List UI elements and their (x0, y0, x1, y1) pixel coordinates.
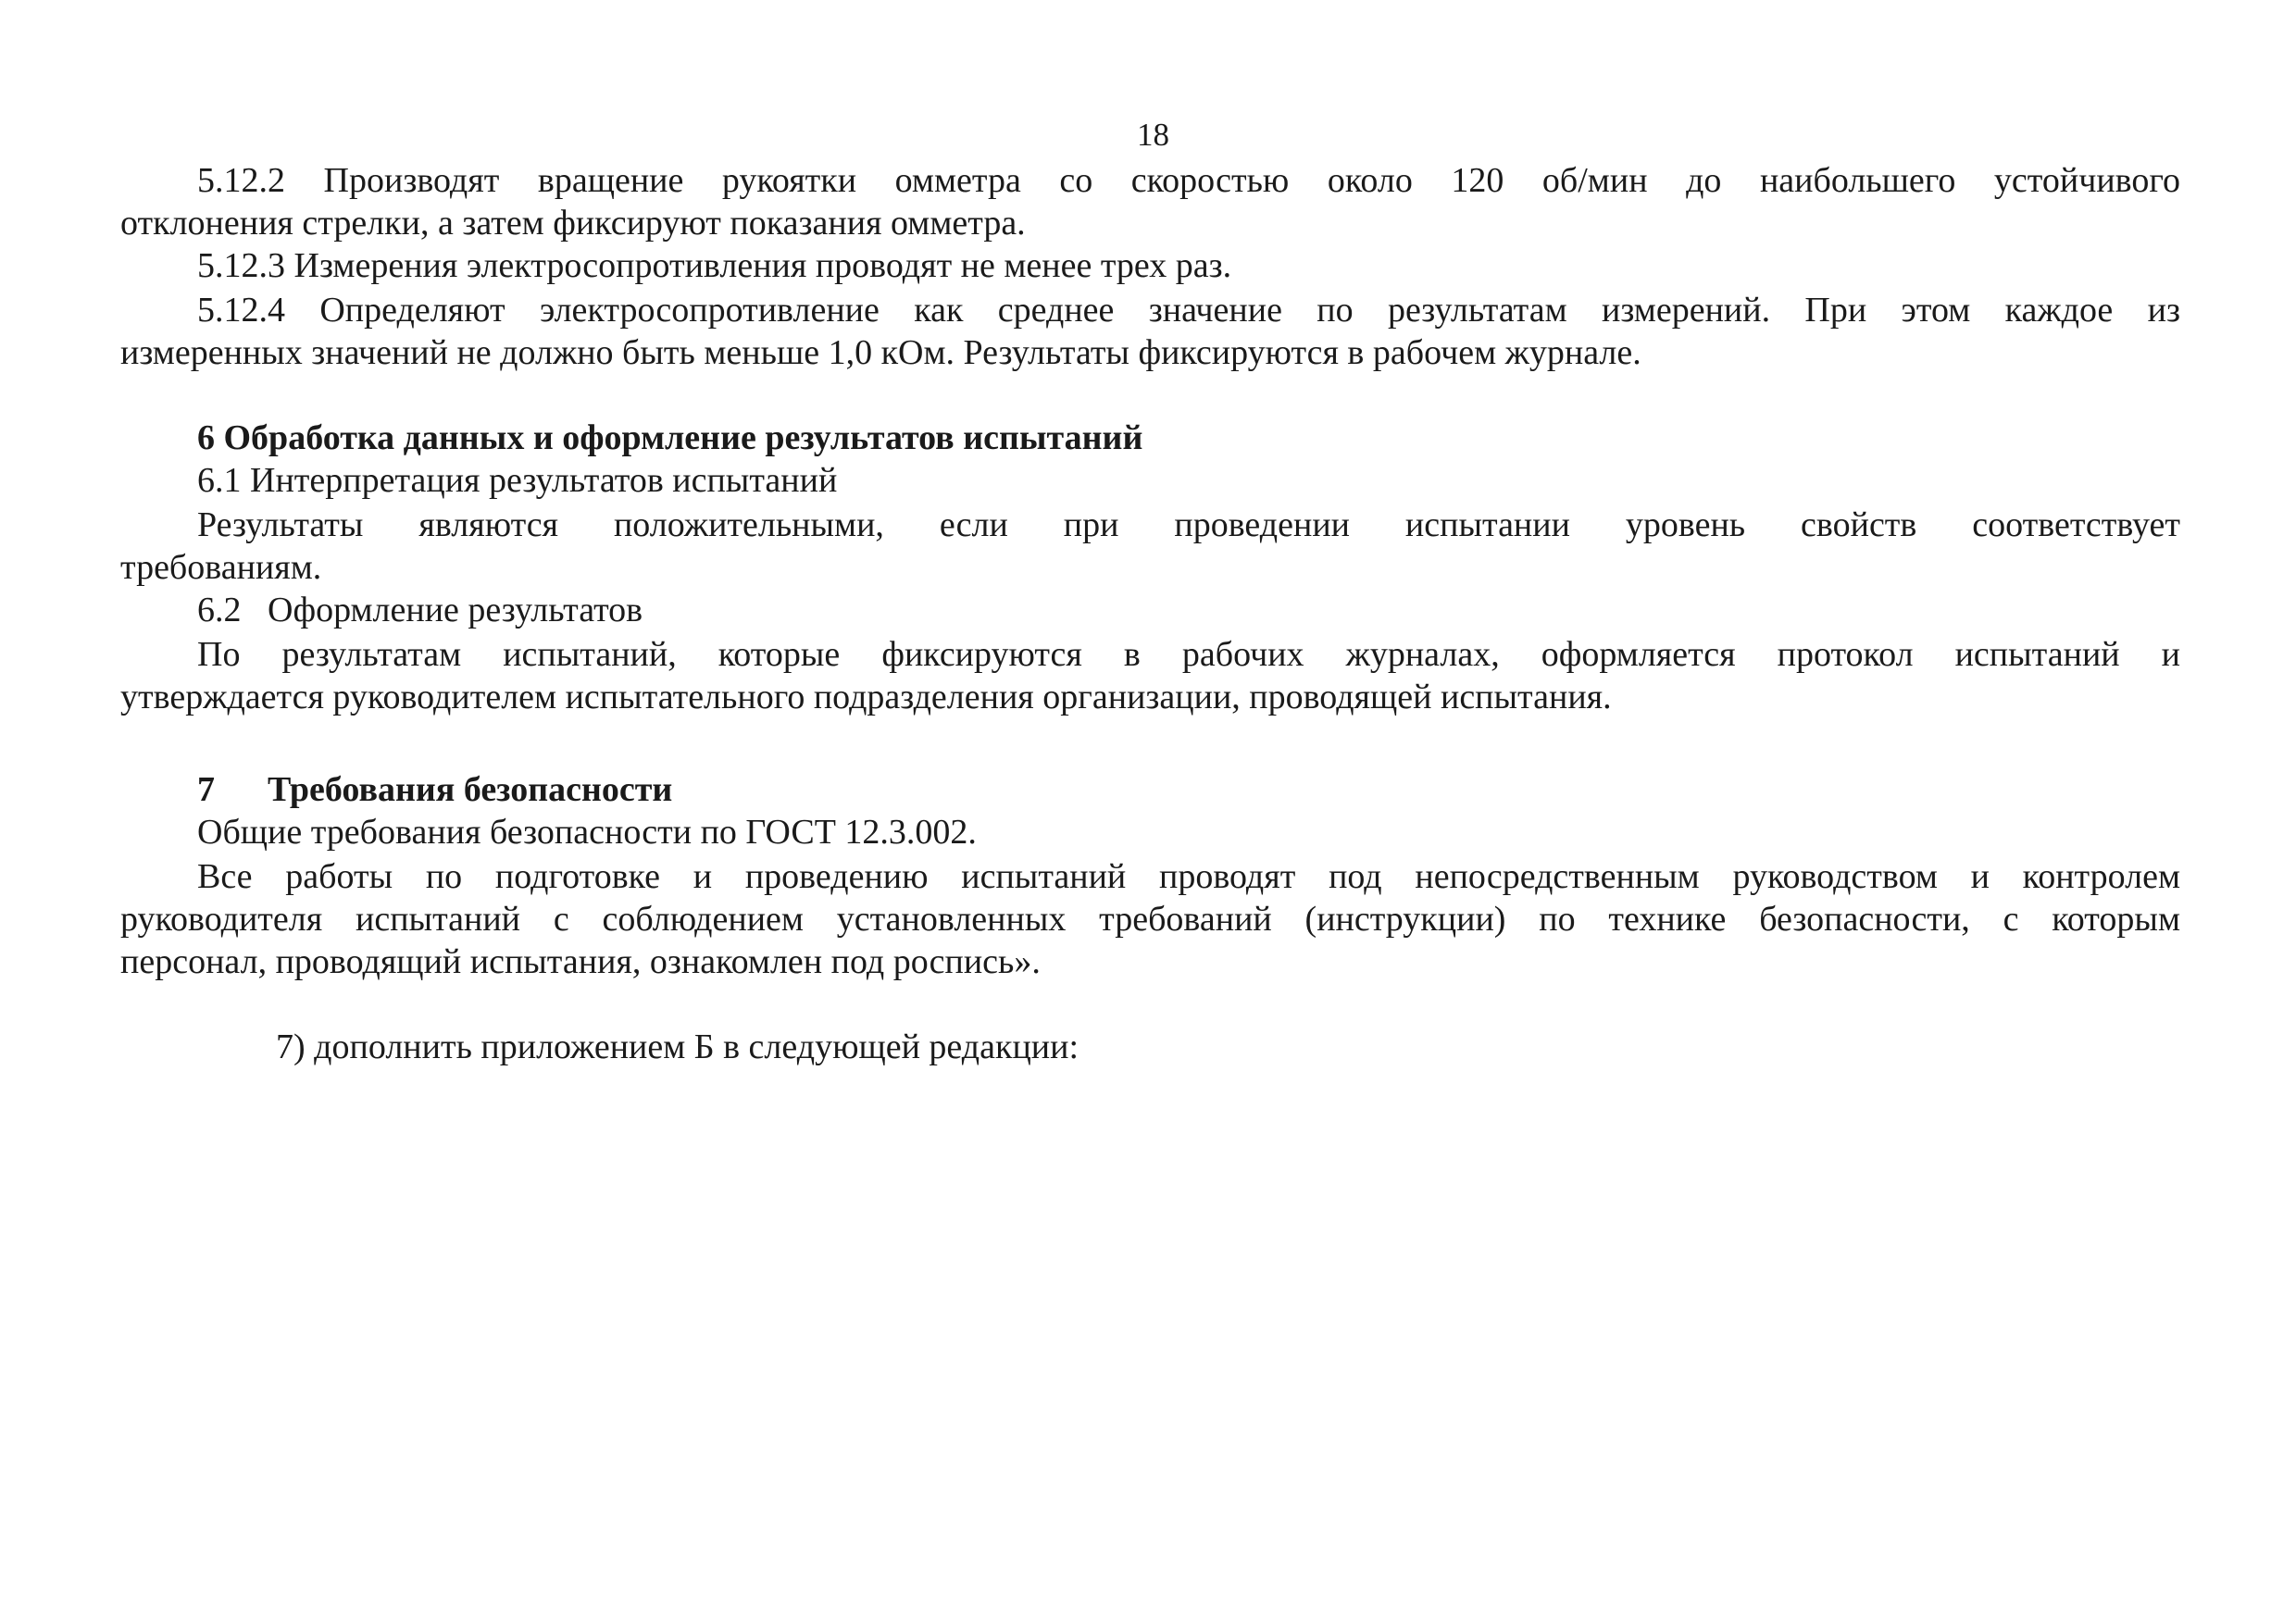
section-6-2-number: 6.2 (197, 591, 242, 629)
paragraph-5-12-2-line-2: отклонения стрелки, а затем фиксируют показания омметра. (120, 204, 1026, 243)
paragraph-6-1-line-2: требованиям. (120, 548, 322, 587)
paragraph-5-12-3: 5.12.3 Измерения электросопротивления проводят не менее трех раз. (197, 246, 1232, 285)
section-6-2-title: Оформление результатов (268, 591, 643, 629)
section-7-number: 7 (197, 770, 215, 809)
paragraph-5-12-4-line-1: 5.12.4 Определяют электросопротивление как среднее значение по результатам измерений. При этом каждое из (197, 291, 2180, 330)
paragraph-5-12-2-line-1: 5.12.2 Производят вращение рукоятки омметра со скоростью около 120 об/мин до наибольшего устойчивого (197, 161, 2180, 200)
page-number: 18 (1137, 117, 1169, 153)
paragraph-7-works-line-1: Все работы по подготовке и проведению испытаний проводят под непосредственным руководством и контролем (197, 857, 2180, 896)
section-6-2-heading (197, 589, 2180, 631)
section-7-heading (197, 768, 2180, 811)
paragraph-6-1-line-1: Результаты являются положительными, если при проведении испытании уровень свойств соответствует (197, 505, 2180, 544)
section-6-heading: 6 Обработка данных и оформление результатов испытаний (197, 418, 1143, 457)
amendment-item-7: 7) дополнить приложением Б в следующей редакции: (276, 1027, 1079, 1066)
paragraph-6-2-line-2: утверждается руководителем испытательного подразделения организации, проводящей испытания. (120, 678, 1612, 716)
paragraph-7-general: Общие требования безопасности по ГОСТ 12.3.002. (197, 813, 977, 852)
paragraph-7-works-line-2: руководителя испытаний с соблюдением установленных требований (инструкции) по технике безопасности, с которым (120, 900, 2180, 939)
paragraph-7-works-line-3: персонал, проводящий испытания, ознакомлен под роспись». (120, 942, 1041, 981)
section-7-title: Требования безопасности (268, 770, 673, 809)
paragraph-6-2-line-1: По результатам испытаний, которые фиксируются в рабочих журналах, оформляется протокол испытаний и (197, 635, 2180, 674)
section-6-1-heading: 6.1 Интерпретация результатов испытаний (197, 461, 838, 500)
paragraph-5-12-4-line-2: измеренных значений не должно быть меньше 1,0 кОм. Результаты фиксируются в рабочем журнале. (120, 333, 1641, 372)
